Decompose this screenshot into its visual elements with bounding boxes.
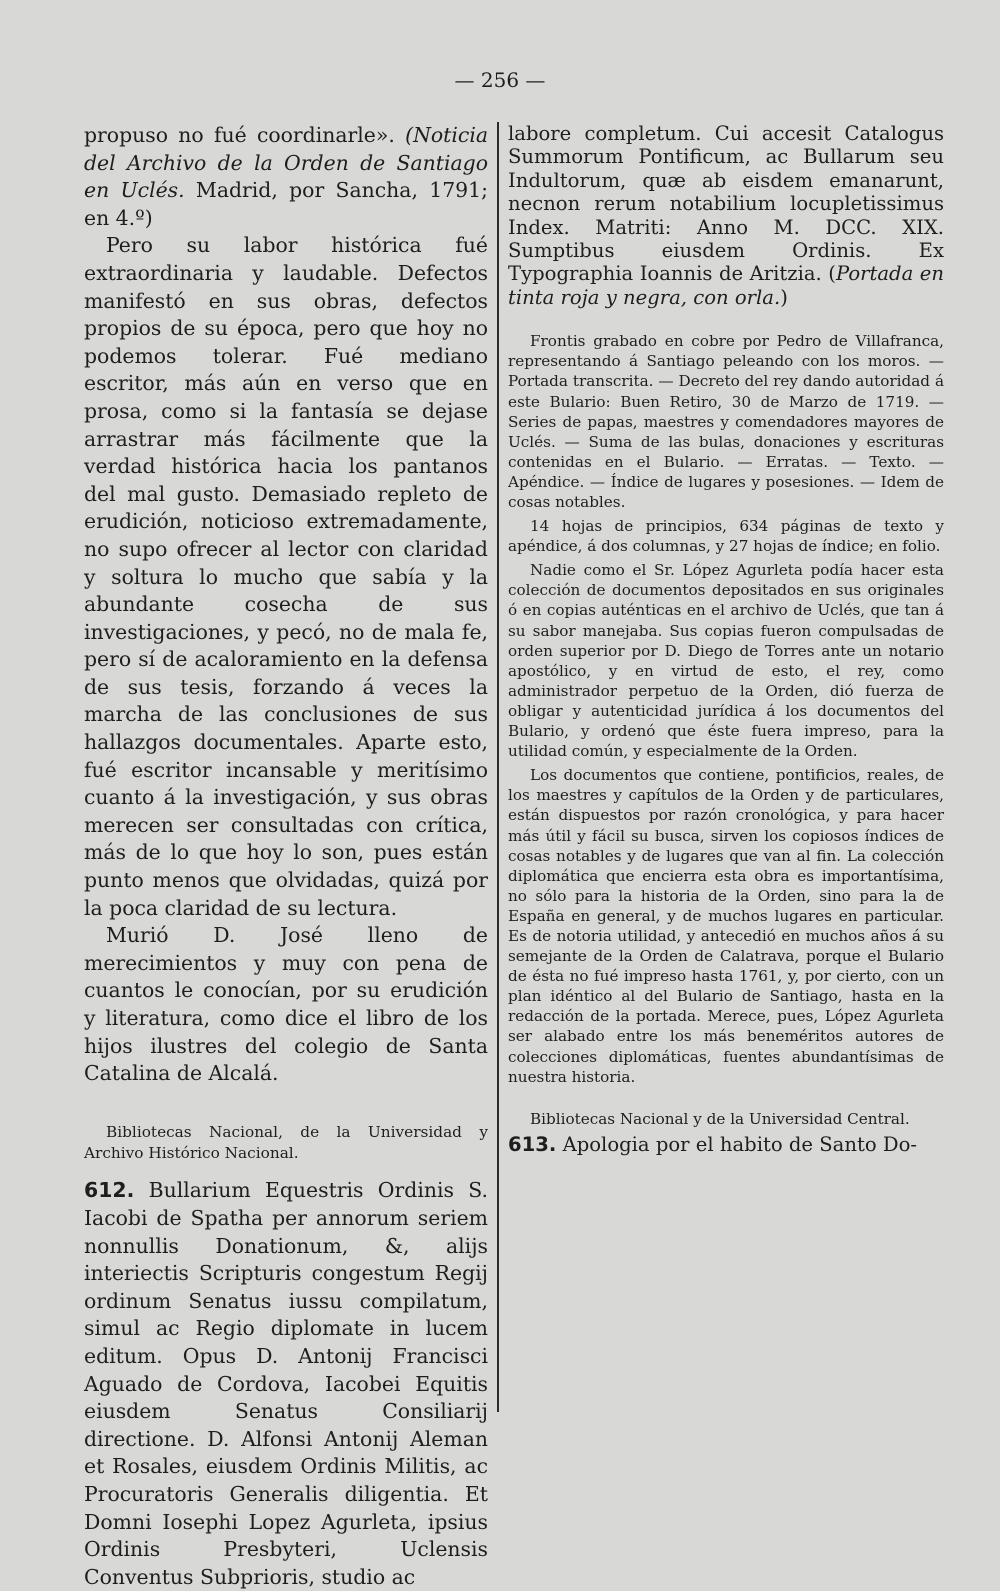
- right-libraries-note: Bibliotecas Nacional y de la Universidad Central.: [530, 1109, 910, 1128]
- entry-612: [84, 1177, 488, 1591]
- left-p1-italic: (Noticia del Archivo de la Orden de Santiago en Uclés.: [84, 123, 488, 203]
- right-commentary-1: Nadie como el Sr. López Agurleta podía hacer esta colección de documentos depositados en sus originales ó en copias auténticas en el archivo de Uclés, que tan á su sabor manejaba. Sus copias fueron compulsadas de orden superior por D. Diego de Torres ante un notario apostólico, y en virtud de esto, el rey, como administrador perpetuo de la Orden, dió fuerza de obligar y autenticidad jurídica á los documentos del Bulario, y ordenó que éste fuera impreso, para la utilidad común, y especialmente de la Orden.: [508, 561, 944, 761]
- column-divider: [497, 122, 499, 1412]
- left-libraries-note: Bibliotecas Nacional, de la Universidad y Archivo Histórico Nacional.: [84, 1122, 488, 1162]
- left-paragraph-2: Pero su labor histórica fué extraordinaria y laudable. Defectos manifestó en sus obras, defectos propios de su época, pero que hoy no podemos tolerar. Fué mediano escritor, más aún en verso que en prosa, como si la fantasía se dejase arrastrar más fácilmente que la verdad histórica hacia los pantanos del mal gusto. Demasiado repleto de erudición, noticioso extremadamente, no supo ofrecer al lector con claridad y soltura lo mucho que sabía y la abundante cosecha de sus investigaciones, y pecó, no de mala fe, pero sí de acaloramiento en la defensa de sus tesis, forzando á veces la marcha de las conclusiones de sus hallazgos documentales. Aparte esto, fué escritor incansable y meritísimo cuanto á la investigación, y sus obras merecen ser consultadas con crítica, más de lo que hoy lo son, pues están punto menos que olvidadas, quizá por la poca claridad de su lectura.: [84, 233, 488, 920]
- right-p1-text: labore completum. Cui accesit Catalogus Summorum Pontificum, ac Bullarum seu Indultorum, quæ ab eisdem emanarunt, necnon rerum notabilium locupletissimus Index. Matriti: Anno M. DCC. XIX. Sumptibus eiusdem Ordinis. Ex Typographia Ioannis de Aritzia. (: [508, 122, 944, 286]
- left-column: [84, 122, 488, 1591]
- entry-612-number: 612.: [84, 1178, 135, 1203]
- right-description-contents: Frontis grabado en cobre por Pedro de Villafranca, representando á Santiago peleando con los moros. — Portada transcrita. — Decreto del rey dando autoridad á este Bulario: Buen Retiro, 30 de Marzo de 1719. — Series de papas, maestres y comendadores mayores de Uclés. — Suma de las bulas, donaciones y escrituras contenidas en el Bulario. — Erratas. — Texto. — Apéndice. — Índice de lugares y posesiones. — Idem de cosas notables.: [508, 332, 944, 511]
- left-paragraph-3: Murió D. José lleno de merecimientos y muy con pena de cuantos le conocían, por su erudición y literatura, como dice el libro de los hijos ilustres del colegio de Santa Catalina de Alcalá.: [84, 923, 488, 1086]
- left-p1-tail: Madrid, por Sancha, 1791; en 4.º): [84, 178, 488, 230]
- page-number: — 256 —: [454, 68, 546, 92]
- right-description-extent: 14 hojas de principios, 634 páginas de texto y apéndice, á dos columnas, y 27 hojas de índice; en folio.: [508, 517, 944, 556]
- left-paragraph-1: [84, 122, 488, 232]
- right-p1-tail: ): [780, 285, 788, 309]
- entry-613-number: 613.: [508, 1132, 557, 1156]
- right-column: [508, 122, 944, 1156]
- right-paragraph-1: [508, 122, 944, 309]
- right-p1-italic: Portada en tinta roja y negra, con orla.: [508, 262, 944, 309]
- right-commentary-2: Los documentos que contiene, pontificios, reales, de los maestres y capítulos de la Orden y de particulares, están dispuestos por razón cronológica, y para hacer más útil y fácil su busca, sirven los copiosos índices de cosas notables y de lugares que van al fin. La colección diplomática que encierra esta obra es importantísima, no sólo para la historia de la Orden, sino para la de España en general, y de muchos lugares en particular. Es de notoria utilidad, y antecedió en muchos años á su semejante de la Orden de Calatrava, porque el Bulario de ésta no fué impreso hasta 1761, y, por cierto, con un plan idéntico al del Bulario de Santiago, hasta en la redacción de la portada. Merece, pues, López Agurleta ser alabado entre los más beneméritos autores de colecciones diplomáticas, fuentes abundantísimas de nuestra historia.: [508, 766, 944, 1086]
- entry-613-text: Apologia por el habito de Santo Do-: [556, 1132, 917, 1156]
- entry-613: [508, 1133, 944, 1156]
- entry-612-text: Bullarium Equestris Ordinis S. Iacobi de Spatha per annorum seriem nonnullis Donationum, &, alijs interiectis Scripturis congestum Regij ordinum Senatus iussu compilatum, simul ac Regio diplomate in lucem editum. Opus D. Antonij Francisci Aguado de Cordova, Iacobei Equitis eiusdem Senatus Consiliarij directione. D. Alfonsi Antonij Aleman et Rosales, eiusdem Ordinis Militis, ac Procuratoris Generalis diligentia. Et Domni Iosephi Lopez Agurleta, ipsius Ordinis Presbyteri, Uclensis Conventus Subprioris, studio ac: [84, 1178, 488, 1589]
- left-p1-text: propuso no fué coordinarle».: [84, 123, 406, 147]
